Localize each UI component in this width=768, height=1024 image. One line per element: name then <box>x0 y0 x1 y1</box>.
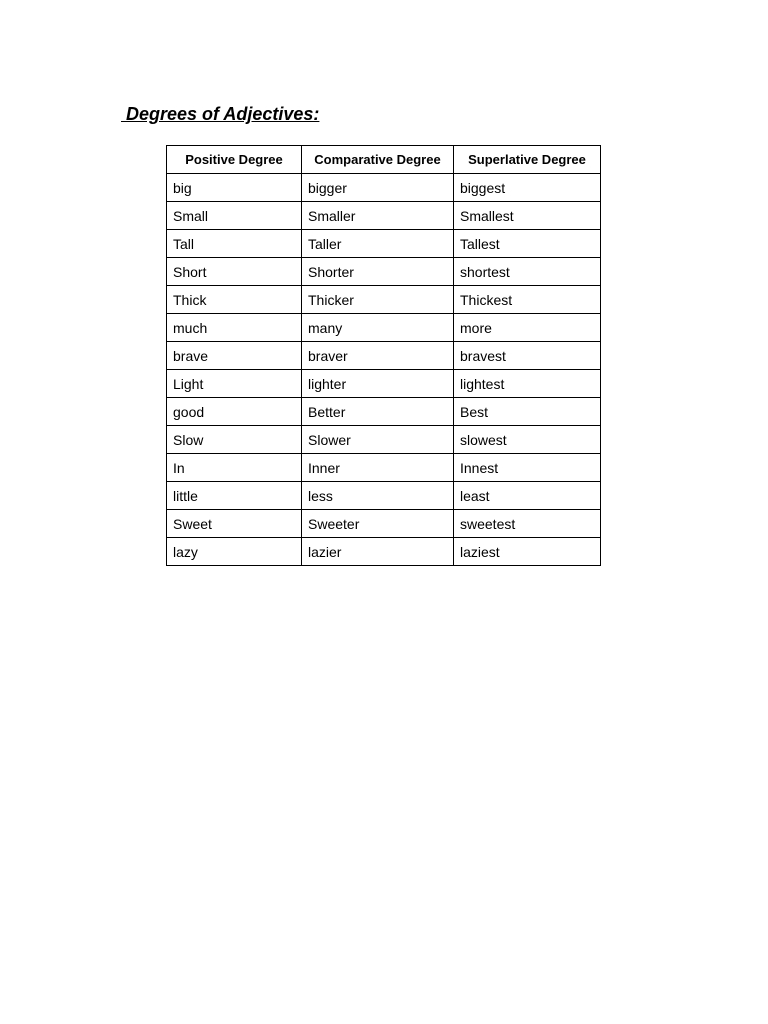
comparative-cell: Inner <box>302 454 454 482</box>
positive-cell: brave <box>167 342 302 370</box>
table-row <box>167 174 601 202</box>
superlative-cell: Thickest <box>454 286 601 314</box>
table-row <box>167 454 601 482</box>
table-row <box>167 202 601 230</box>
table-row <box>167 370 601 398</box>
comparative-cell: lazier <box>302 538 454 566</box>
positive-cell: little <box>167 482 302 510</box>
table-row <box>167 342 601 370</box>
positive-cell: Slow <box>167 426 302 454</box>
header-positive-degree: Positive Degree <box>167 146 302 174</box>
superlative-cell: biggest <box>454 174 601 202</box>
superlative-cell: lightest <box>454 370 601 398</box>
table-header-row <box>167 146 601 174</box>
table-row <box>167 510 601 538</box>
superlative-cell: bravest <box>454 342 601 370</box>
comparative-cell: Sweeter <box>302 510 454 538</box>
positive-cell: lazy <box>167 538 302 566</box>
positive-cell: good <box>167 398 302 426</box>
table-row <box>167 482 601 510</box>
comparative-cell: lighter <box>302 370 454 398</box>
superlative-cell: least <box>454 482 601 510</box>
comparative-cell: Taller <box>302 230 454 258</box>
superlative-cell: Innest <box>454 454 601 482</box>
header-comparative-degree: Comparative Degree <box>302 146 454 174</box>
superlative-cell: shortest <box>454 258 601 286</box>
superlative-cell: laziest <box>454 538 601 566</box>
page-title: Degrees of Adjectives: <box>121 104 320 124</box>
superlative-cell: sweetest <box>454 510 601 538</box>
comparative-cell: braver <box>302 342 454 370</box>
comparative-cell: Slower <box>302 426 454 454</box>
positive-cell: Light <box>167 370 302 398</box>
positive-cell: much <box>167 314 302 342</box>
comparative-cell: bigger <box>302 174 454 202</box>
table-row <box>167 258 601 286</box>
adjectives-table <box>166 145 601 566</box>
header-superlative-degree: Superlative Degree <box>454 146 601 174</box>
superlative-cell: Tallest <box>454 230 601 258</box>
table-row <box>167 538 601 566</box>
comparative-cell: many <box>302 314 454 342</box>
superlative-cell: Best <box>454 398 601 426</box>
positive-cell: In <box>167 454 302 482</box>
comparative-cell: Better <box>302 398 454 426</box>
positive-cell: Small <box>167 202 302 230</box>
positive-cell: Tall <box>167 230 302 258</box>
comparative-cell: less <box>302 482 454 510</box>
superlative-cell: Smallest <box>454 202 601 230</box>
table-row <box>167 426 601 454</box>
superlative-cell: slowest <box>454 426 601 454</box>
table-row <box>167 286 601 314</box>
comparative-cell: Shorter <box>302 258 454 286</box>
positive-cell: Short <box>167 258 302 286</box>
table-row <box>167 230 601 258</box>
table-row <box>167 314 601 342</box>
positive-cell: big <box>167 174 302 202</box>
comparative-cell: Smaller <box>302 202 454 230</box>
table-row <box>167 398 601 426</box>
comparative-cell: Thicker <box>302 286 454 314</box>
positive-cell: Sweet <box>167 510 302 538</box>
positive-cell: Thick <box>167 286 302 314</box>
superlative-cell: more <box>454 314 601 342</box>
